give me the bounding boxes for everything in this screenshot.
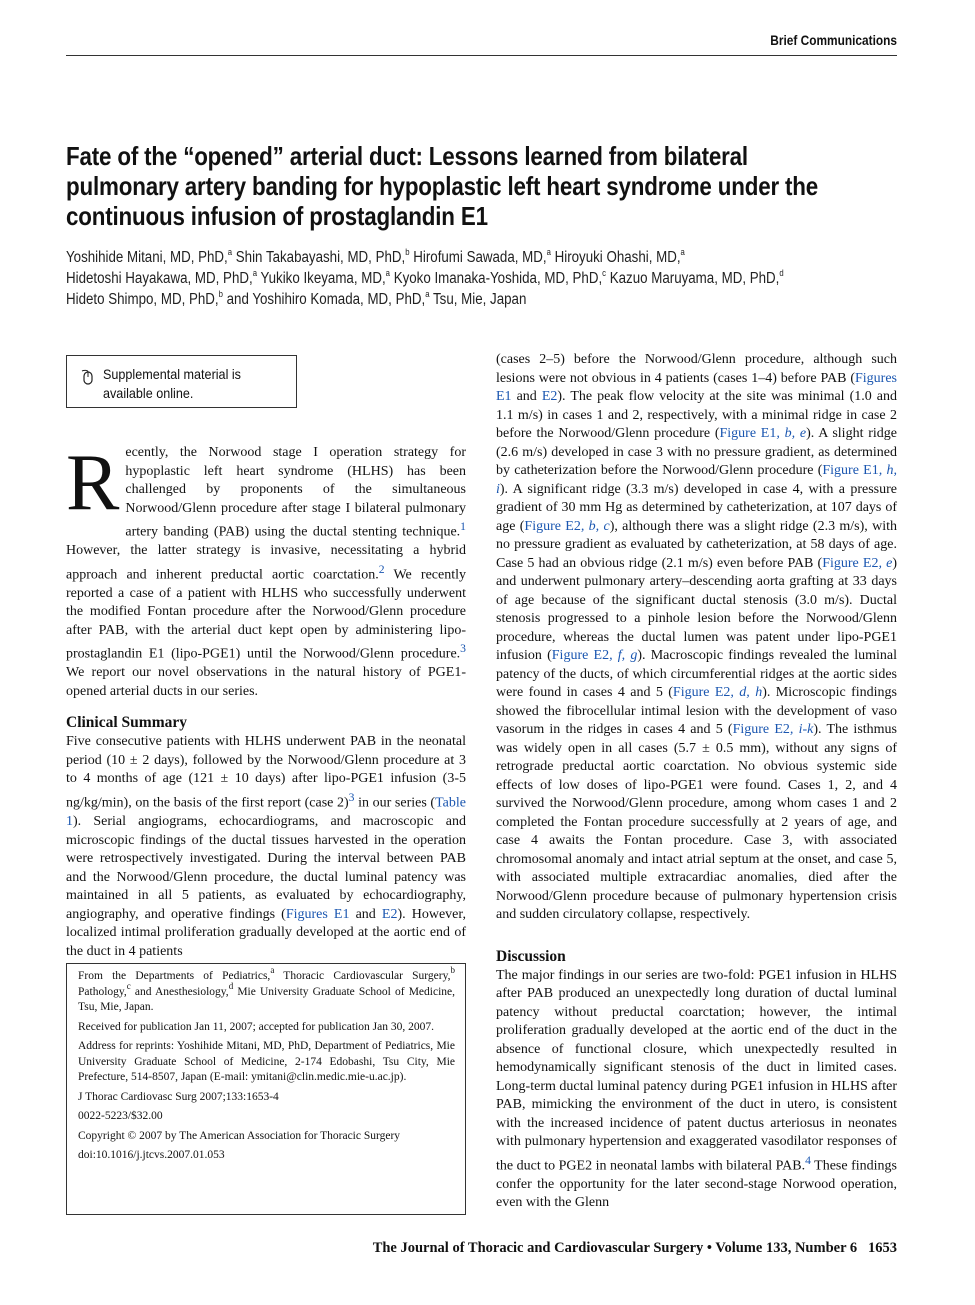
section-heading-clinical: Clinical Summary xyxy=(66,714,187,732)
affiliation-text: From the Departments of Pediatrics,$^a$ Thoracic Cardiovascular Surgery,$^b$ Pathology,$^c$ and Anesthesiology,$^d$ Mie University Graduate School of Medicine, Tsu, Mie, Japan. xyxy=(78,965,455,1013)
supplemental-text: Supplemental material is available online. xyxy=(103,366,241,401)
author: Yoshihide Mitani, MD, PhD,$^a$ xyxy=(66,246,233,266)
location: Tsu, Mie, Japan xyxy=(433,291,527,308)
author: Shin Takabayashi, MD, PhD,$^b$ xyxy=(235,246,410,266)
figure-link[interactable]: Figure E1, h, i xyxy=(496,463,897,497)
figure-link[interactable]: Figures E1 xyxy=(496,370,897,404)
figure-link[interactable]: Figure E2, i-k xyxy=(732,722,814,737)
author: and Yoshihiro Komada, MD, PhD,$^a$ xyxy=(226,288,430,308)
author: Hiroyuki Ohashi, MD,$^a$ xyxy=(554,246,685,266)
affiliations-box xyxy=(66,963,466,1215)
author: Yukiko Ikeyama, MD,$^a$ xyxy=(260,267,390,287)
figure-link[interactable]: E2 xyxy=(381,906,398,922)
running-header-section: Brief Communications xyxy=(770,33,897,48)
page-number: 1653 xyxy=(868,1240,897,1256)
author: Hideto Shimpo, MD, PhD,$^b$ xyxy=(66,288,223,308)
figure-link[interactable]: E2 xyxy=(541,389,558,404)
clinical-paragraph: Five consecutive patients with HLHS underwent PAB in the neonatal period (10 ± 2 days), followed by the Norwood/Glenn procedure at 3 to 4 months of age (121 ± 10 days) after lipo-PGE1 infusion (3-5 ng/kg/min), on the basis of the first report (case 2)$^3$ in our series (Table 1). Serial angiograms, echocardiograms, and macroscopic and microscopic findings of the ductal tissues harvested in the operation were retrospectively investigated. During the interval between PAB and the Norwood/Glenn procedure, the ductal luminal patency was maintained in all 5 patients, as evaluated by echocardiography, angiography, and operative findings (Figures E1 and E2). However, localized intimal proliferation gradually developed at the aortic end of the duct in 4 patients xyxy=(66,734,466,959)
figure-link[interactable]: Figures E1 xyxy=(285,906,350,922)
header-rule xyxy=(66,55,897,56)
volume-issue: Volume 133, Number 6 xyxy=(715,1240,858,1256)
discussion-paragraph: The major findings in our series are two-fold: PGE1 infusion in HLHS after PAB produced an unexpectedly long duration of ductal luminal patency without preductal coarctation; however, the intimal proliferation gradually developed at the aortic end of the duct in the absence of functional closure, which unexpectedly resulted in hemodynamically significant stenosis of the duct in limited cases. Long-term ductal luminal patency during PGE1 infusion in HLHS after PAB, mimicking the environment of the duct in utero, is consistent with the increased incidence of patent ductus arteriosus in neonates with pulmonary hypertension and exaggerated vasodilator responses of the duct to PGE2 in neonatal lambs with bilateral PAB.$^4$ These findings confer the opportunity for the later second-stage Norwood operation, even with the Glenn xyxy=(496,967,897,1211)
received-dates: Received for publication Jan 11, 2007; accepted for publication Jan 30, 2007. xyxy=(78,1020,434,1033)
author-list xyxy=(66,247,892,310)
author: Hidetoshi Hayakawa, MD, PhD,$^a$ xyxy=(66,267,258,287)
journal-citation: J Thorac Cardiovasc Surg 2007;133:1653-4 xyxy=(78,1090,279,1103)
figure-link[interactable]: Figure E2, b, c xyxy=(524,518,610,534)
figure-link[interactable]: Figure E2, f, g xyxy=(551,648,638,663)
table-link[interactable]: Table 1 xyxy=(66,795,466,830)
supplemental-material-box[interactable] xyxy=(66,355,297,408)
page-footer: The Journal of Thoracic and Cardiovascular Surgery • Volume 133, Number 6 1653 xyxy=(372,1240,897,1256)
ref-link[interactable]: 3 xyxy=(460,642,466,656)
reprints-address: Address for reprints: Yoshihide Mitani, MD, PhD, Department of Pediatrics, Mie University Graduate School of Medicine, 2-174 Edobashi, Tsu City, Mie Prefecture, 514-8507, Japan (E-mail: ymitani@clin.medic.mie-u.ac.jp). xyxy=(78,1040,455,1083)
figure-link[interactable]: Figure E1, b, e xyxy=(719,426,807,441)
article-title: Fate of the “opened” arterial duct: Lessons learned from bilateral pulmonary artery banding for hypoplastic left heart syndrome under the continuous infusion of prostaglandin E1 xyxy=(66,141,819,231)
ref-link[interactable]: 4 xyxy=(805,1153,811,1167)
figure-link[interactable]: Figure E2, d, h xyxy=(672,685,763,700)
issn: 0022-5223/$32.00 xyxy=(78,1110,163,1122)
left-column xyxy=(66,439,467,961)
author: Kazuo Maruyama, MD, PhD,$^d$ xyxy=(609,267,784,287)
author: Kyoko Imanaka-Yoshida, MD, PhD,$^c$ xyxy=(393,267,607,287)
author: Hirofumi Sawada, MD,$^a$ xyxy=(413,246,551,266)
results-paragraph: (cases 2–5) before the Norwood/Glenn procedure, although such lesions were not obvious in 4 patients (cases 1–4) before PAB (Figures E1 and E2). The peak flow velocity at the site was minimal (1.0 and 1.1 m/s) in cases 1 and 2, respectively, with a minimal ridge in case 2 before the Norwood/Glenn procedure (Figure E1, b, e). A slight ridge (2.6 m/s) developed in case 3 with no pressure gradient, as determined by catheterization before the Norwood/Glenn procedure (Figure E1, h, i). A significant ridge (3.3 m/s) developed in case 4, with a pressure gradient of 30 mm Hg as determined by catheterization, at 107 days of age (Figure E2, b, c), although there was a slight ridge (2.3 m/s), with no pressure gradient as evaluated by catheterization, at 58 days of age. Case 5 had an obvious ridge (2.1 m/s) even before PAB (Figure E2, e) and underwent pulmonary artery–descending aorta grafting at 33 days of age because of the significant ductal stenosis (3.0 m/s). Ductal stenosis progressed to a pinhole lesion before the Norwood/Glenn procedure, whereas the ductal lumen was patent under lipo-PGE1 infusion (Figure E2, f, g). Macroscopic findings revealed the luminal patency of the ducts, of which circumferential ridges at the aortic sides were found in cases 4 and 5 (Figure E2, d, h). Microscopic findings showed the fibrocellular intimal lesion with the development of vaso vasorum in the ridges in cases 4 and 5 (Figure E2, i-k). The isthmus was widely open in all cases (5.7 ± 0.5 mm), without any signs of retrograde preductal aortic coarctation. No obvious systemic side effects of low doses of lipo-PGE1 were found. Cases 1, 2, and 4 survived the Norwood/Glenn procedure, among whom cases 1 and 2 completed the Fontan procedure successfully at 2 years of age, and case 4 awaits the Fontan procedure. Case 3, with associated chromosomal anomaly and intact atrial septum at the onset, and case 5, with associated multiple extracardiac anomalies, died after the Norwood/Glenn procedure because of pulmonary hypertension crisis and sudden circulatory collapse, respectively. xyxy=(496,352,898,922)
copyright: Copyright © 2007 by The American Association for Thoracic Surgery xyxy=(78,1129,401,1142)
figure-link[interactable]: Figure E2, e xyxy=(822,555,893,571)
ref-link[interactable]: 1 xyxy=(460,520,466,533)
ref-link[interactable]: 2 xyxy=(378,562,385,576)
journal-name: The Journal of Thoracic and Cardiovascular Surgery xyxy=(372,1240,704,1256)
ref-link[interactable]: 3 xyxy=(348,790,355,804)
right-column xyxy=(496,351,897,1213)
doi: doi:10.1016/j.jtcvs.2007.01.053 xyxy=(78,1149,225,1161)
drop-cap: R xyxy=(66,439,120,527)
section-heading-discussion: Discussion xyxy=(496,947,566,965)
mouse-icon xyxy=(79,369,95,385)
intro-paragraph: Recently, the Norwood stage I operation strategy for hypoplastic left heart syndrome (HLHS) has been challenged by proponents of the simultaneous Norwood/Glenn procedure after stage I bilateral pulmonary artery banding (PAB) using the ductal stenting technique.$^1$ However, the latter strategy is invasive, necessitating a hybrid approach and inherent preductal aortic coarctation.$^2$ We recently reported a case of a patient with HLHS who successfully underwent the modified Fontan procedure after the Norwood/Glenn procedure after PAB, with the arterial duct kept open by administering lipo-prostaglandin E1 (lipo-PGE1) until the Norwood/Glenn procedure.$^3$ We report our novel observations in the natural history of PGE1-opened arterial ducts in our series. xyxy=(66,439,467,699)
